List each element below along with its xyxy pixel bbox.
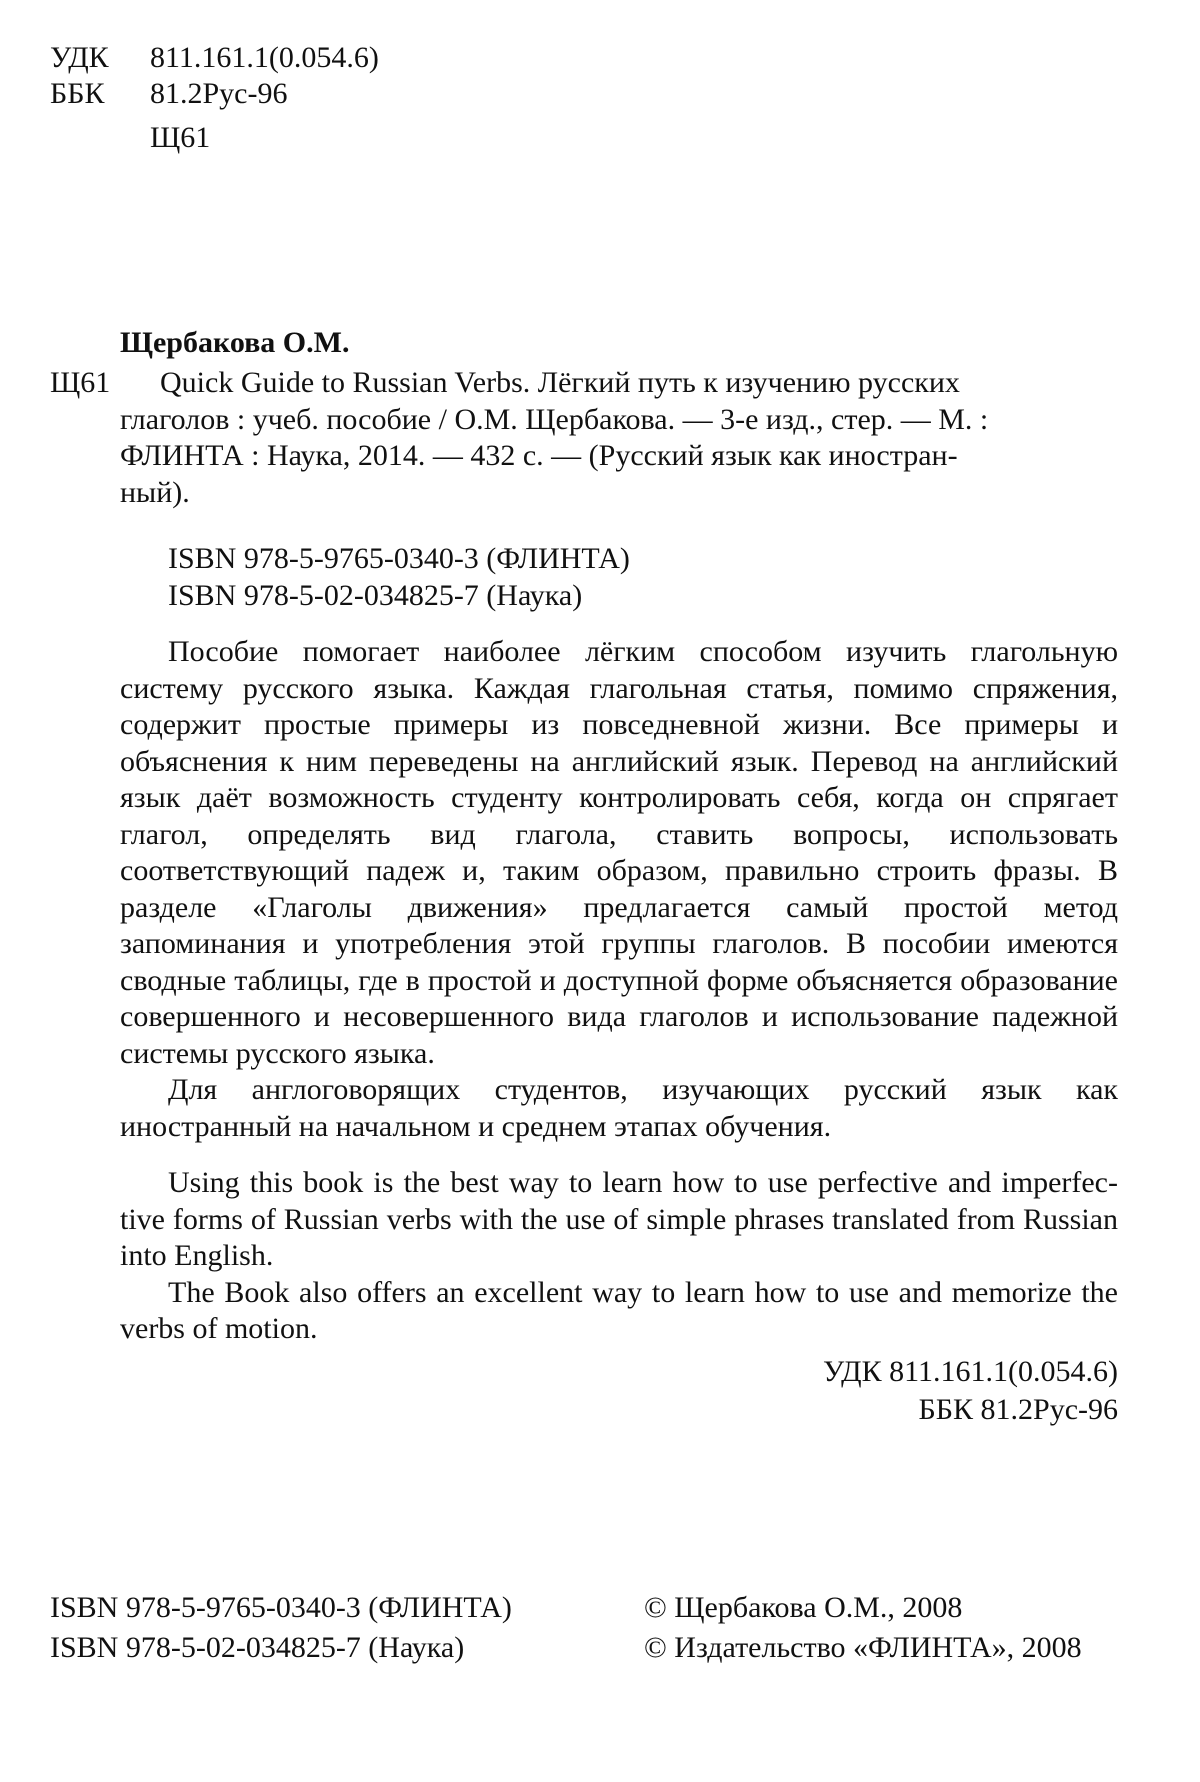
udk-repeat: УДК 811.161.1(0.054.6) <box>822 1355 1118 1388</box>
footer-isbn-nauka: ISBN 978-5-02-034825-7 (Наука) <box>50 1631 465 1664</box>
isbn-nauka: ISBN 978-5-02-034825-7 (Наука) <box>168 579 583 612</box>
footer-isbn <box>50 1588 512 1668</box>
annotation-en-paragraph-2: The Book also offers an excellent way to learn how to use and memorize the verbs of motion. <box>120 1275 1118 1345</box>
author-heading: Щербакова О.М. <box>120 326 350 359</box>
bbk-label: ББК <box>50 77 105 110</box>
udk-value: 811.161.1(0.054.6) <box>150 41 379 74</box>
annotation-en-paragraph-1: Using this book is the best way to learn how to use perfective and imperfec-tive forms of Russian verbs with the use of simple phrases translated from Russian into English. <box>120 1166 1118 1272</box>
author-cipher: Щ61 <box>150 121 211 154</box>
description-line-4: ный). <box>120 475 190 509</box>
description-line-1: Щ61 Quick Guide to Russian Verbs. Лёгкий путь к изучению русских <box>50 365 1118 402</box>
footer-isbn-flinta: ISBN 978-5-9765-0340-3 (ФЛИНТА) <box>50 1591 512 1624</box>
bbk-repeat: ББК 81.2Рус-96 <box>918 1393 1118 1426</box>
description-line-2: глаголов : учеб. пособие / О.М. Щербакова. — 3-е изд., стер. — М. : <box>120 402 989 436</box>
annotation-ru-paragraph-1: Пособие помогает наиболее лёгким способом изучить глагольную систему русского языка. Каждая глагольная статья, помимо спряжения, содержит простые примеры из повседневной жизни. Все примеры и объяснения к ним переведены на английский язык. Перевод на английский язык даёт возможность студенту контролировать себя, когда он спрягает глагол, определять вид глагола, ставить вопросы, использовать соответствующий падеж и, таким образом, правильно строить фразы. В разделе «Глаголы движения» предлагается самый простой метод запоминания и употребления этой группы глаголов. В пособии имеются сводные таблицы, где в простой и доступной форме объясняется образование совершенного и несовершенного вида глаголов и использование падежной системы русского языка. <box>120 635 1118 1070</box>
annotation-ru-paragraph-2: Для англоговорящих студентов, изучающих русский язык как иностранный на начальном и среднем этапах обучения. <box>120 1073 1118 1143</box>
classification-codes-repeat <box>823 1353 1118 1429</box>
annotation-russian <box>120 634 1118 1145</box>
isbn-list <box>168 540 630 614</box>
bibliographic-description <box>50 365 1118 511</box>
isbn-flinta: ISBN 978-5-9765-0340-3 (ФЛИНТА) <box>168 542 630 575</box>
bbk-row <box>50 76 288 112</box>
copyright-author: © Щербакова О.М., 2008 <box>644 1591 963 1624</box>
copyright-publisher: © Издательство «ФЛИНТА», 2008 <box>644 1631 1082 1664</box>
udk-row <box>50 40 379 76</box>
record-cipher: Щ61 <box>50 366 111 399</box>
bbk-value: 81.2Рус-96 <box>150 77 288 110</box>
udk-label: УДК <box>50 41 109 74</box>
copyright-notice <box>644 1588 1082 1668</box>
description-line-3: ФЛИНТА : Наука, 2014. — 432 с. — (Русский язык как иностран- <box>120 439 958 472</box>
annotation-english <box>120 1165 1118 1348</box>
